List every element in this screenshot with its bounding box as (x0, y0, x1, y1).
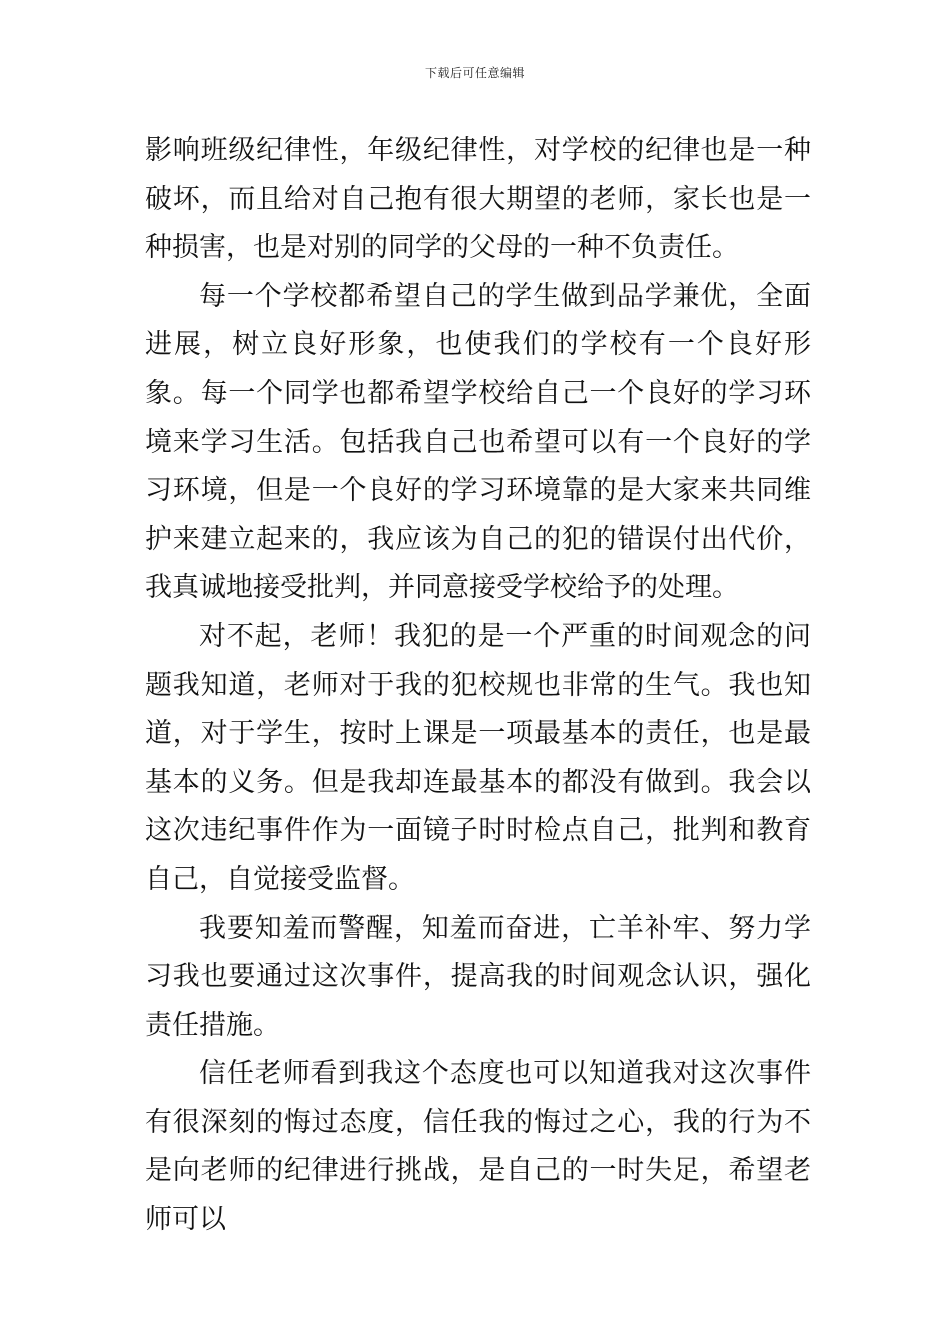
paragraph-continued: 影响班级纪律性，年级纪律性，对学校的纪律也是一种破坏，而且给对自己抱有很大期望的老师，家长也是一种损害，也是对别的同学的父母的一种不负责任。 (145, 135, 811, 264)
paragraph: 每一个学校都希望自己的学生做到品学兼优，全面进展，树立良好形象，也使我们的学校有一个良好形象。每一个同学也都希望学校给自己一个良好的学习环境来学习生活。包括我自己也希望可以有一个良好的学习环境，但是一个良好的学习环境靠的是大家来共同维护来建立起来的，我应该为自己的犯的错误付出代价，我真诚地接受批判，并同意接受学校给予的处理。 (145, 280, 811, 604)
paragraph: 信任老师看到我这个态度也可以知道我对这次事件有很深刻的悔过态度，信任我的悔过之心，我的行为不是向老师的纪律进行挑战，是自己的一时失足，希望老师可以 (145, 1058, 811, 1236)
page-header: 下载后可任意编辑 (424, 66, 525, 80)
paragraph: 对不起，老师！我犯的是一个严重的时间观念的问题我知道，老师对于我的犯校规也非常的生气。我也知道，对于学生，按时上课是一项最基本的责任，也是最基本的义务。但是我却连最基本的都没有做到。我会以这次违纪事件作为一面镜子时时检点自己，批判和教育自己，自觉接受监督。 (145, 620, 811, 895)
document-body (145, 127, 811, 1245)
paragraph: 我要知羞而警醒，知羞而奋进，亡羊补牢、努力学习我也要通过这次事件，提高我的时间观念认识，强化责任措施。 (145, 912, 811, 1041)
